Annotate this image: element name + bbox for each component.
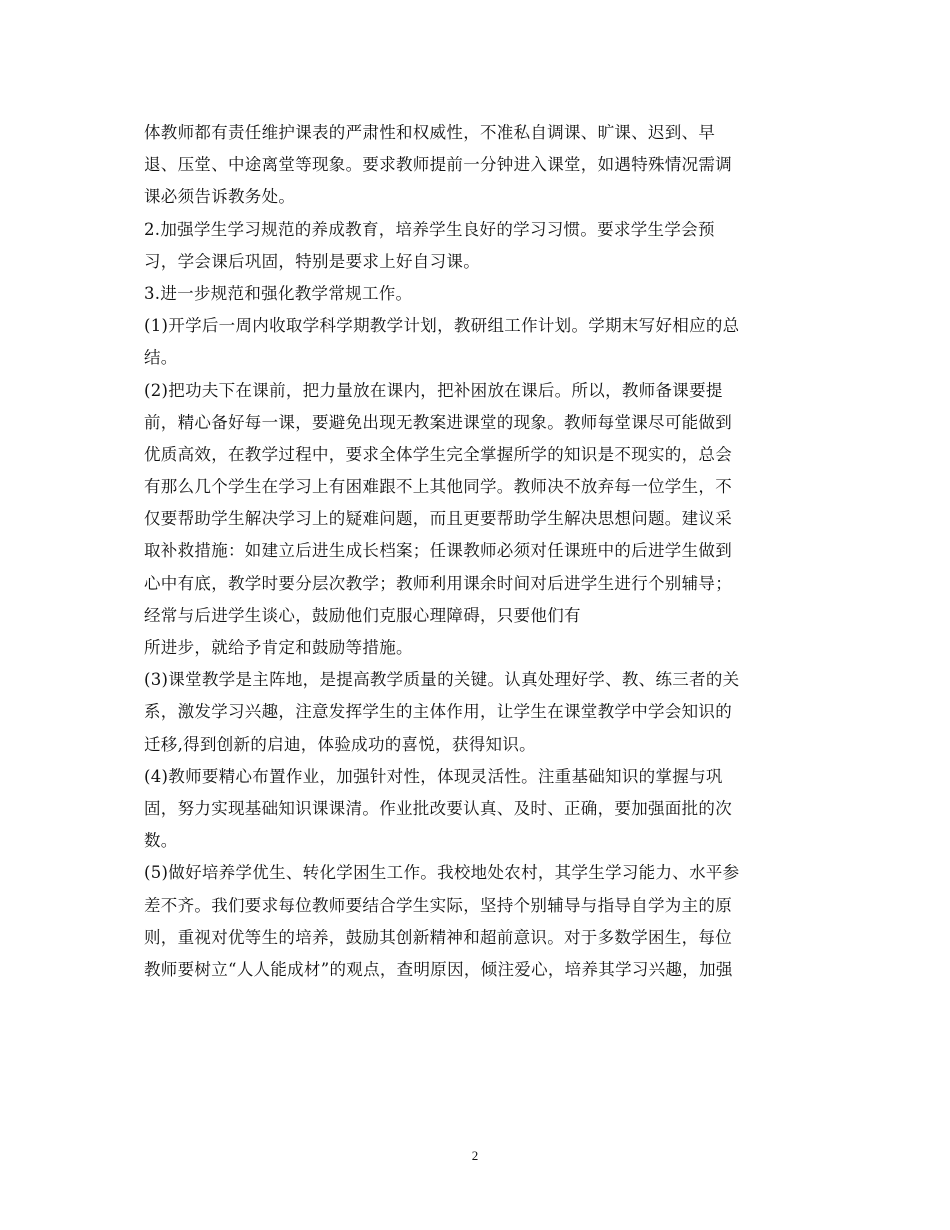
text-line: 优质高效，在教学过程中，要求全体学生完全掌握所学的知识是不现实的，总会 bbox=[144, 444, 732, 464]
page-number: 2 bbox=[471, 1148, 479, 1163]
text-line: 则，重视对优等生的培养，鼓励其创新精神和超前意识。对于多数学困生，每位 bbox=[144, 927, 732, 947]
text-line: (1)开学后一周内收取学科学期教学计划，教研组工作计划。学期末写好相应的总 bbox=[144, 316, 740, 336]
text-line: (4)教师要精心布置作业，加强针对性，体现灵活性。注重基础知识的掌握与巩 bbox=[144, 766, 723, 786]
text-line: (3)课堂教学是主阵地，是提高教学质量的关键。认真处理好学、教、练三者的关 bbox=[144, 670, 740, 690]
text-line: 经常与后进学生谈心，鼓励他们克服心理障碍，只要他们有 bbox=[144, 605, 581, 625]
text-line: (2)把功夫下在课前，把力量放在课内，把补困放在课后。所以，教师备课要提 bbox=[144, 380, 723, 400]
text-line: 2.加强学生学习规范的养成教育，培养学生良好的学习习惯。要求学生学会预 bbox=[144, 219, 715, 239]
text-line: 迁移,得到创新的启迪，体验成功的喜悦，获得知识。 bbox=[144, 734, 536, 754]
text-line: 3.进一步规范和强化教学常规工作。 bbox=[144, 283, 413, 303]
text-line: 课必须告诉教务处。 bbox=[144, 187, 296, 207]
text-line: 体教师都有责任维护课表的严肃性和权威性，不准私自调课、旷课、迟到、早 bbox=[144, 123, 716, 142]
text-line: 固，努力实现基础知识课课清。作业批改要认真、及时、正确，要加强面批的次 bbox=[144, 798, 732, 818]
text-line: 有那么几个学生在学习上有困难跟不上其他同学。教师决不放弃每一位学生，不 bbox=[144, 477, 732, 497]
text-line: 差不齐。我们要求每位教师要结合学生实际，坚持个别辅导与指导自学为主的原 bbox=[144, 895, 732, 915]
text-line: (5)做好培养学优生、转化学困生工作。我校地处农村，其学生学习能力、水平参 bbox=[144, 863, 740, 883]
text-line: 取补救措施：如建立后进生成长档案；任课教师必须对任课班中的后进学生做到 bbox=[144, 541, 732, 561]
text-line: 数。 bbox=[144, 831, 178, 851]
text-line: 退、压堂、中途离堂等现象。要求教师提前一分钟进入课堂，如遇特殊情况需调 bbox=[144, 155, 732, 175]
text-line: 仅要帮助学生解决学习上的疑难问题，而且更要帮助学生解决思想问题。建议采 bbox=[144, 509, 732, 529]
text-line: 心中有底，教学时要分层次教学；教师利用课余时间对后进学生进行个别辅导； bbox=[144, 573, 732, 593]
text-line: 所进步，就给予肯定和鼓励等措施。 bbox=[144, 638, 413, 657]
body-text bbox=[144, 117, 814, 986]
text-line: 前，精心备好每一课，要避免出现无教案进课堂的现象。教师每堂课尽可能做到 bbox=[144, 412, 732, 432]
text-line: 教师要树立“人人能成材”的观点，查明原因，倾注爱心，培养其学习兴趣，加强 bbox=[144, 959, 733, 979]
text-line: 系，激发学习兴趣，注意发挥学生的主体作用，让学生在课堂教学中学会知识的 bbox=[144, 702, 732, 722]
text-line: 结。 bbox=[144, 348, 178, 368]
text-line: 习，学会课后巩固，特别是要求上好自习课。 bbox=[144, 251, 480, 271]
